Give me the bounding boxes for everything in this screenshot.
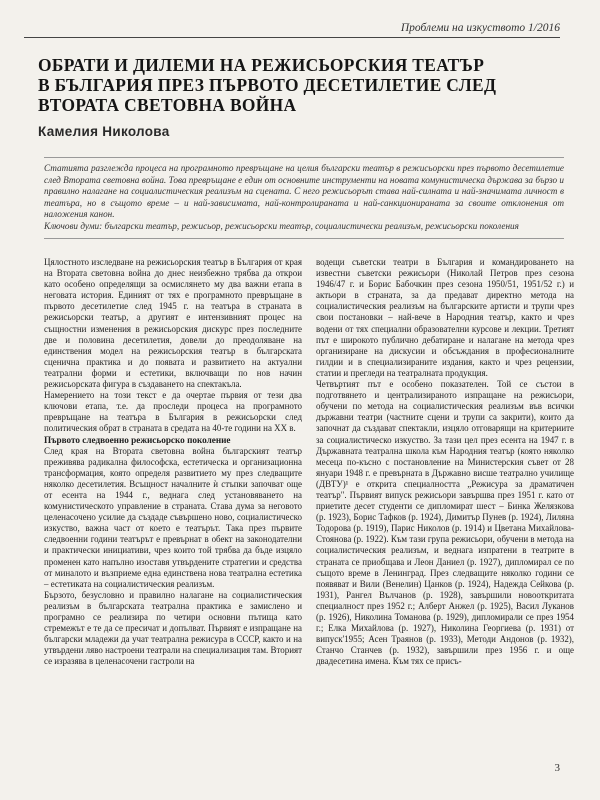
body-column-right [316, 257, 574, 667]
body-column-left [44, 257, 302, 667]
running-header: Проблеми на изкуството 1/2016 [24, 22, 560, 38]
keywords: Ключови думи: български театър, режисьор, режисьорски театър, социалистически реализъм, режисьорски поколения [44, 220, 519, 231]
paragraph: Бързото, безусловно и правилно налагане на социалистическия реализъм в българската театрална практика е замислено и програмно се реализира по четири основни пътища като стремежът е те да се пресичат и допълват. Първият е изпращане на български младежи да учат театрална режисура в СССР, както и на утвърдени ляво настроени театрали на специализация там. Вторият се изразява в целенасочени гастроли на [44, 589, 302, 667]
title-line: В БЪЛГАРИЯ ПРЕЗ ПЪРВОТО ДЕСЕТИЛЕТИЕ СЛЕД [38, 75, 497, 95]
abstract-block [44, 157, 564, 239]
title-line: ВТОРАТА СВЕТОВНА ВОЙНА [38, 95, 297, 115]
paragraph: водещи съветски театри в България и командироването на известни съветски режисьори (Николай Петров през сезона 1946/47 г. и Борис Бабочкин през сезона 1950/51, 1951/52 г.) и актьори в страната, за да предават директно метода на социалистическия реализъм на българските артисти и трупи чрез свои постановки – най-вече в Народния театър, както и чрез водени от тях специални образователни курсове и лекции. Третият път е широкото публично дебатиране и налагане на метода чрез организиране на дискусии и обсъждания в професионалните гилдии и в специализираните издания, както и чрез рецензии, статии и прегледи на театралната продукция. [316, 257, 574, 378]
abstract-text: Статията разглежда процеса на програмното превръщане на целия български театър в режисьорски през първото десетилетие след Втората световна война. Това превръщане е един от основните инструменти на новата комунистическа държава за бързо и правилно налагане на социалистическия реализъм на сцената. С него режисьорът става най-силната и най-значимата личност в театъра, но в същото време – и най-зависимата, най-контролираната и най-санкционираната за своите отклонения от наложения канон. [44, 163, 564, 220]
paragraph: Намерението на този текст е да очертае първия от тези два ключови етапа, т.е. да проследи процеса на програмното превръщане на театъра в България в режисьорски след политическия обрат в страната в средата на 40-те години на XX в. [44, 390, 302, 434]
title-line: ОБРАТИ И ДИЛЕМИ НА РЕЖИСЬОРСКИЯ ТЕАТЪР [38, 55, 485, 75]
paragraph: След края на Втората световна война българският театър преживява радикална философска, естетическа и организационна трансформация, която определя развитието му през следващите няколко десетилетия. Всъщност началните ѝ стъпки започват още от есента на 1944 г., веднага след установяването на комунистическото управление в страната. Става дума за неговото целенасочено усилие да създаде съвършено ново, социалистическо изкуство, важна част от което е театърът. Така през първите следвоенни години театърът е превърнат в обект на законодателни и практически инициативи, чрез които той трябва да бъде изцяло променен като напълно изоставя утвърдените стратегии и средства от миналото и възприеме една единствена нова театрална естетика – естетиката на социалистическия реализъм. [44, 445, 302, 589]
article-title [38, 55, 572, 115]
paragraph: Цялостното изследване на режисьорския театър в България от края на Втората световна война до днес неизбежно трябва да открои като особено определящи за осмислянето му два важни етапа в неговата история. Единият от тях е програмното превръщане в първото десетилетие след 1945 г. на театъра в страната в режисьорски театър, а другият е интензивният процес на същностни изменения в режисьорския дискурс през последните две и половина десетилетия, довели до преодоляване на единствения модел на режисьорския театър в българската сценична практика и до появата и развитието на актуални театрални форми и естетики, включващи по нов начин режисьорската фигура в създаването на спектакъла. [44, 257, 302, 390]
author-name: Камелия Николова [38, 124, 170, 139]
paragraph: Четвъртият път е особено показателен. Той се състои в подготвянето и централизираното изпращане на режисьори, обучени по метода на социалистическия реализъм във всички държавни театри (частните сцени и трупи са закрити), които да започнат да създават спектакли, изцяло отговарящи на критериите за социалистическо изкуство. За тази цел през есента на 1947 г. в Държавната театрална школа към Народния театър (която няколко месеца по-късно с постановление на Министерския съвет от 28 януари 1948 г. е превърната в Държавно висше театрално училище (ДВТУ)¹ е открита специалността „Режисура за драматичен театър". Първият випуск режисьори завършва през 1951 г. като от приетите десет студенти се дипломират шест – Бинка Желязкова (р. 1923), Борис Тафков (р. 1924), Димитър Пунев (р. 1924), Лиляна Тодорова (р. 1919), Парис Николов (р. 1914) и Цветана Михайлова-Стоянова (р. 1922). Към тази група режисьори, обучени в метода на социалистическия реализъм, и веднага изпратени в театрите в страната се приобщава и Леон Даниел (р. 1927), дипломирал се по същото време в Ленинград. През следващите няколко години се появяват и Вили (Венелин) Цанков (р. 1924), Надежда Сейкова (р. 1931), Рангел Вълчанов (р. 1928), завършили новооткритата специалност през 1952 г.; Алберт Анжел (р. 1925), Васил Луканов (р. 1926), Николина Томанова (р. 1929), дипломирали се през 1954 г.; Елка Михайлова (р. 1927), Николина Георгиева (р. 1931) от випуск'1955; Асен Траянов (р. 1933), Методи Андонов (р. 1932), Станчо Станчев (р. 1932), завършили през 1956 г. и още двадесетина имена. Към тях се присъ- [316, 379, 574, 667]
page-number: 3 [554, 762, 560, 774]
section-heading: Първото следвоенно режисьорско поколение [44, 434, 231, 445]
